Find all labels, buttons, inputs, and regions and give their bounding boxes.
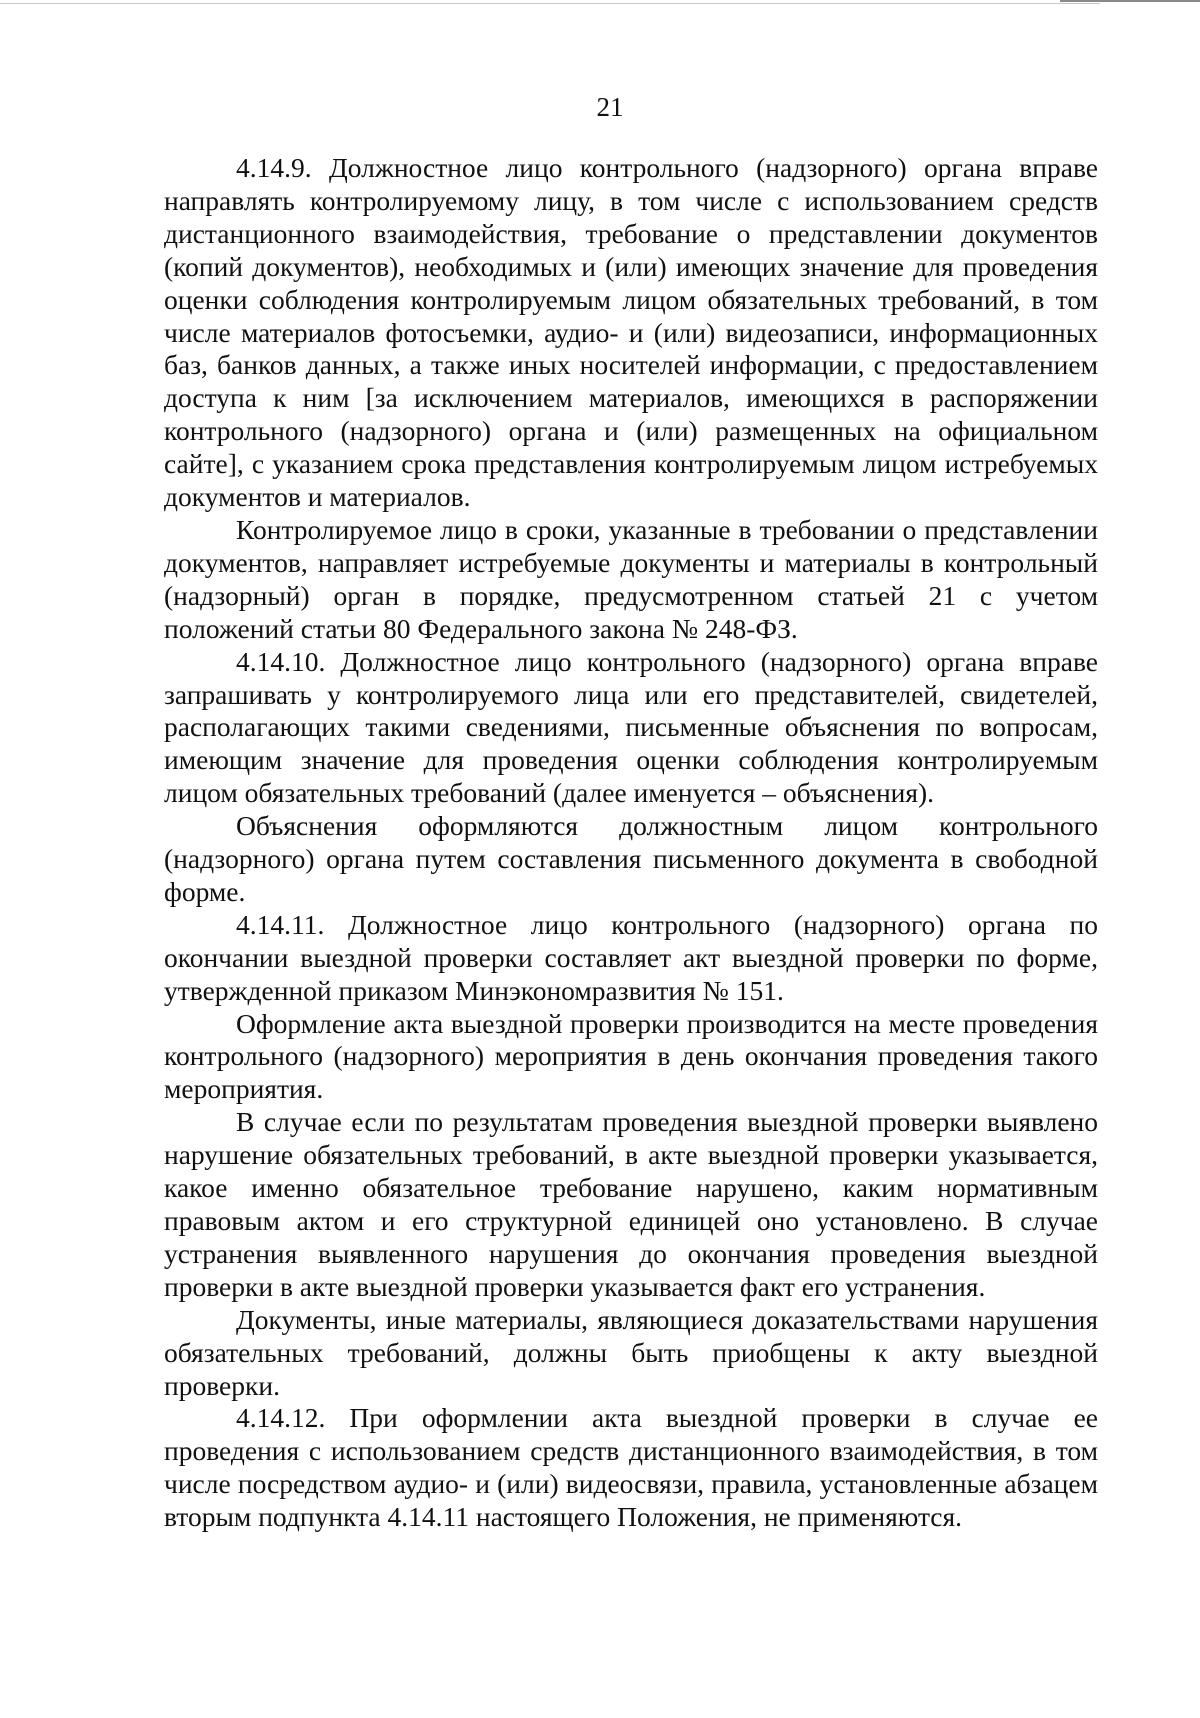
paragraph-4-14-12: 4.14.12. При оформлении акта выездной проверки в случае ее проведения с использованием средств дистанционного взаимодействия, в том числе посредством аудио- и (или) видеосвязи, правила, установленные абзацем вторым подпункта 4.14.11 настоящего Положения, не применяются. xyxy=(164,1402,1098,1533)
paragraph-4-14-9: 4.14.9. Должностное лицо контрольного (надзорного) органа вправе направлять контролируемому лицу, в том числе с использованием средств дистанционного взаимодействия, требование о представлении документов (копий документов), необходимых и (или) имеющих значение для проведения оценки соблюдения контролируемым лицом обязательных требований, в том числе материалов фотосъемки, аудио- и (или) видеозаписи, информационных баз, банков данных, а также иных носителей информации, с предоставлением доступа к ним [за исключением материалов, имеющихся в распоряжении контрольного (надзорного) органа и (или) размещенных на официальном сайте], с указанием срока представления контролируемым лицом истребуемых документов и материалов. xyxy=(164,152,1098,513)
paragraph-4-14-10: 4.14.10. Должностное лицо контрольного (надзорного) органа вправе запрашивать у контролируемого лица или его представителей, свидетелей, располагающих такими сведениями, письменные объяснения по вопросам, имеющим значение для проведения оценки соблюдения контролируемым лицом обязательных требований (далее именуется – объяснения). xyxy=(164,645,1098,809)
paragraph-4-14-11: 4.14.11. Должностное лицо контрольного (надзорного) органа по окончании выездной проверки составляет акт выездной проверки по форме, утвержденной приказом Минэкономразвития № 151. xyxy=(164,908,1098,1006)
paragraph-violation-detected: В случае если по результатам проведения выездной проверки выявлено нарушение обязательных требований, в акте выездной проверки указывается, какое именно обязательное требование нарушено, каким нормативным правовым актом и его структурной единицей оно установлено. В случае устранения выявленного нарушения до окончания проведения выездной проверки в акте выездной проверки указывается факт его устранения. xyxy=(164,1106,1098,1302)
paragraph-evidence-attached: Документы, иные материалы, являющиеся доказательствами нарушения обязательных требований, должны быть приобщены к акту выездной проверки. xyxy=(164,1303,1098,1401)
scan-edge-line xyxy=(0,3,1100,4)
page-number: 21 xyxy=(596,92,624,122)
paragraph-response-to-request: Контролируемое лицо в сроки, указанные в требовании о представлении документов, направляет истребуемые документы и материалы в контрольный (надзорный) орган в порядке, предусмотренном статьей 21 с учетом положений статьи 80 Федерального закона № 248-ФЗ. xyxy=(164,513,1098,644)
paragraph-explanations-form: Объяснения оформляются должностным лицом контрольного (надзорного) органа путем составления письменного документа в свободной форме. xyxy=(164,810,1098,907)
scan-edge-mark xyxy=(1060,0,1200,2)
document-body xyxy=(164,152,1098,1534)
paragraph-act-preparation: Оформление акта выездной проверки производится на месте проведения контрольного (надзорного) мероприятия в день окончания проведения такого мероприятия. xyxy=(164,1007,1098,1105)
